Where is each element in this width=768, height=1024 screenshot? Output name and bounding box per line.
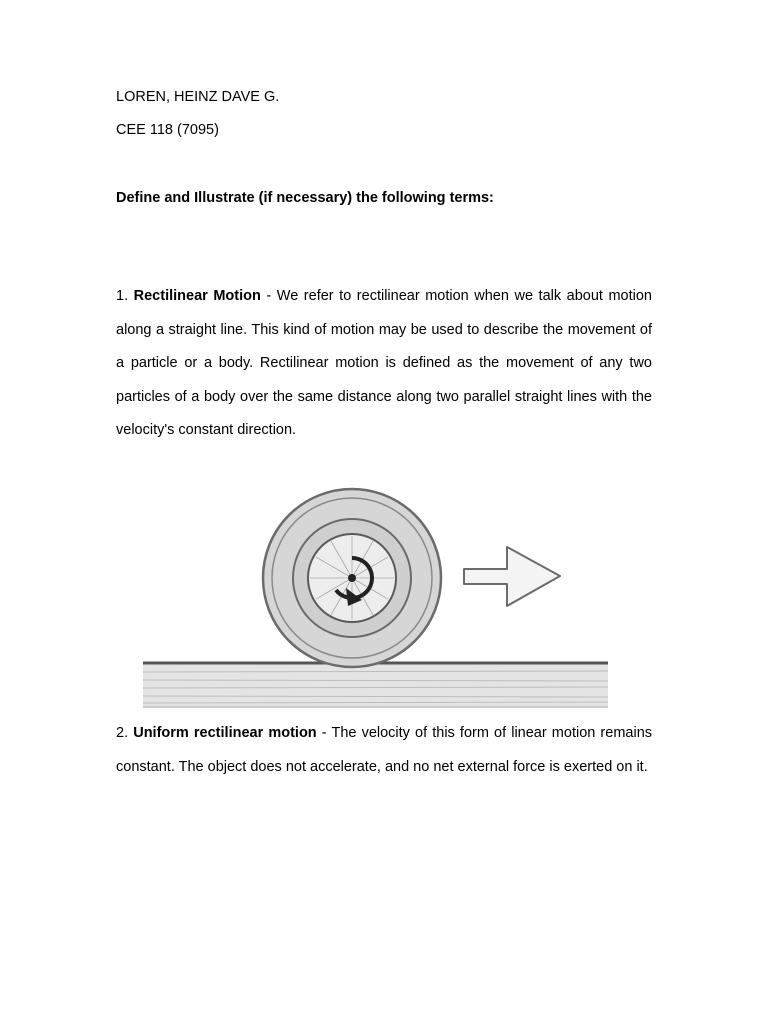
rolling-wheel-illustration (143, 466, 608, 709)
term-1-number: 1. (116, 288, 129, 304)
term-1-paragraph (116, 280, 652, 448)
term-2-definition: The velocity of this form of linear motion remains constant. The object does not accelerate, and no net external force is exerted on it. (116, 725, 653, 775)
term-2-title: Uniform rectilinear motion (133, 725, 317, 741)
term-1-separator: - (266, 288, 272, 304)
term-2-separator: - (321, 725, 327, 741)
author-name: LOREN, HEINZ DAVE G. (116, 89, 280, 105)
term-2-number: 2. (116, 725, 129, 741)
instruction-heading: Define and Illustrate (if necessary) the following terms: (116, 190, 494, 206)
ground-shading (143, 664, 608, 706)
term-1-definition: We refer to rectilinear motion when we talk about motion along a straight line. This kind of motion may be used to describe the movement of a particle or a body. Rectilinear motion is defined as the movement of any two particles of a body over the same distance along two parallel straight lines with the velocity's constant direction. (116, 288, 653, 439)
course-code: CEE 118 (7095) (116, 122, 219, 138)
term-2-paragraph (116, 717, 652, 784)
direction-arrow-icon (464, 547, 560, 606)
wheel-axle (348, 574, 356, 582)
term-1-title: Rectilinear Motion (133, 288, 261, 304)
